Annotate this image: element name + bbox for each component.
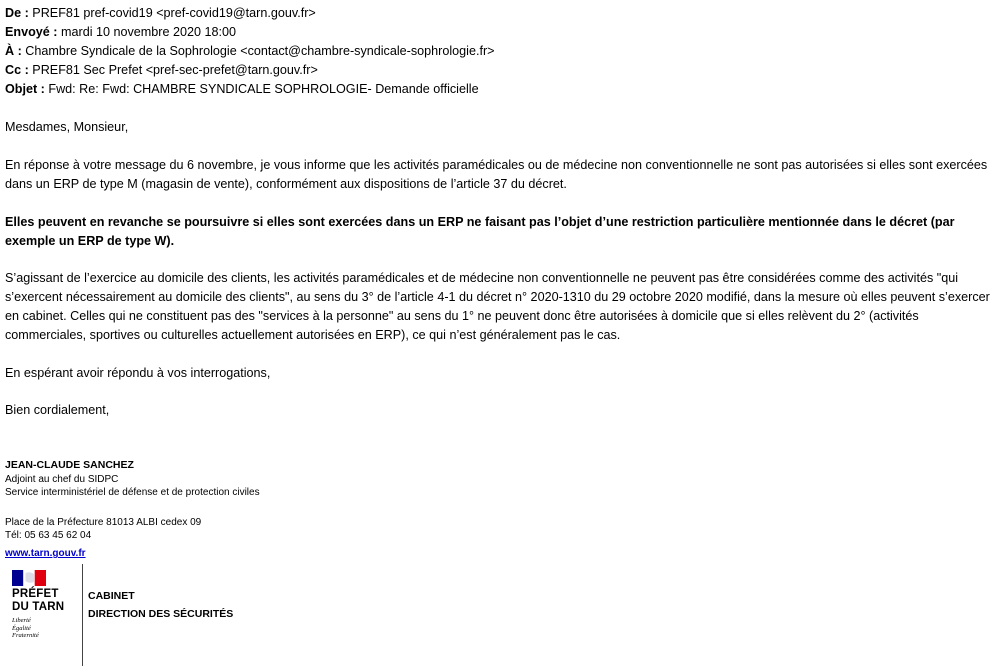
- marianne-flag-icon: [12, 570, 46, 586]
- motto-egalite: Égalité: [12, 624, 31, 632]
- header-sent: [5, 24, 236, 40]
- cc-label: Cc :: [5, 63, 29, 77]
- logo-line-2: DU TARN: [12, 601, 65, 613]
- motto-liberte: Liberté: [12, 617, 31, 624]
- department-cabinet: CABINET: [88, 590, 135, 602]
- paragraph-2: Elles peuvent en revanche se poursuivre si elles sont exercées dans un ERP ne faisant pas l’objet d’une restriction particulière mentionnée dans le décret (par exemple un ERP de type W).: [5, 215, 955, 248]
- header-subject: [5, 81, 479, 97]
- from-value: PREF81 pref-covid19 <pref-covid19@tarn.gouv.fr>: [32, 6, 316, 20]
- department-direction: DIRECTION DES SÉCURITÉS: [88, 608, 234, 620]
- website-link[interactable]: www.tarn.gouv.fr: [5, 548, 86, 559]
- header-to: [5, 43, 495, 59]
- paragraph-4: En espérant avoir répondu à vos interrogations,: [5, 366, 271, 380]
- subject-label: Objet :: [5, 82, 45, 96]
- header-cc: [5, 62, 318, 78]
- from-label: De :: [5, 6, 29, 20]
- subject-value: Fwd: Re: Fwd: CHAMBRE SYNDICALE SOPHROLOGIE- Demande officielle: [48, 82, 479, 96]
- republic-motto: [12, 617, 39, 640]
- logo-line-1: PRÉFET: [12, 588, 59, 600]
- prefet-logo: [5, 566, 79, 666]
- signature-name: JEAN-CLAUDE SANCHEZ: [5, 459, 134, 471]
- signature-address: Place de la Préfecture 81013 ALBI cedex 09: [5, 517, 202, 528]
- greeting: Mesdames, Monsieur,: [5, 120, 129, 134]
- signature-service: Service interministériel de défense et de protection civiles: [5, 487, 260, 498]
- to-label: À :: [5, 44, 22, 58]
- motto-fraternite: Fraternité: [12, 632, 39, 639]
- sent-label: Envoyé :: [5, 25, 58, 39]
- header-from: [5, 5, 316, 21]
- signature-role: Adjoint au chef du SIDPC: [5, 474, 119, 485]
- sent-value: mardi 10 novembre 2020 18:00: [61, 25, 237, 39]
- to-value: Chambre Syndicale de la Sophrologie <contact@chambre-syndicale-sophrologie.fr>: [25, 44, 495, 58]
- signature-phone: Tél: 05 63 45 62 04: [5, 530, 92, 541]
- closing: Bien cordialement,: [5, 403, 110, 417]
- paragraph-3: S’agissant de l’exercice au domicile des clients, les activités paramédicales et de médecine non conventionnelle ne peuvent pas être considérées comme des activités "qui s’exercent nécessairement au domicile des clients", au sens du 3° de l’article 4-1 du décret n° 2020-1310 du 29 octobre 2020 modifié, dans la mesure où elles peuvent s’exercer en cabinet. Celles qui ne constituent pas des "services à la personne" au sens du 1° ne peuvent donc être autorisées à domicile que si elles relèvent du 2° (activités commerciales, sportives ou culturelles actuellement autorisées en ERP), ce qui n’est généralement pas le cas.: [5, 271, 990, 342]
- paragraph-1: En réponse à votre message du 6 novembre, je vous informe que les activités paramédicales ou de médecine non conventionnelle ne sont pas autorisées si elles sont exercées dans un ERP de type M (magasin de vente), conformément aux dispositions de l’article 37 du décret.: [5, 158, 988, 191]
- logo-title: [12, 588, 64, 614]
- cc-value: PREF81 Sec Prefet <pref-sec-prefet@tarn.gouv.fr>: [32, 63, 318, 77]
- logo-divider: [82, 564, 83, 666]
